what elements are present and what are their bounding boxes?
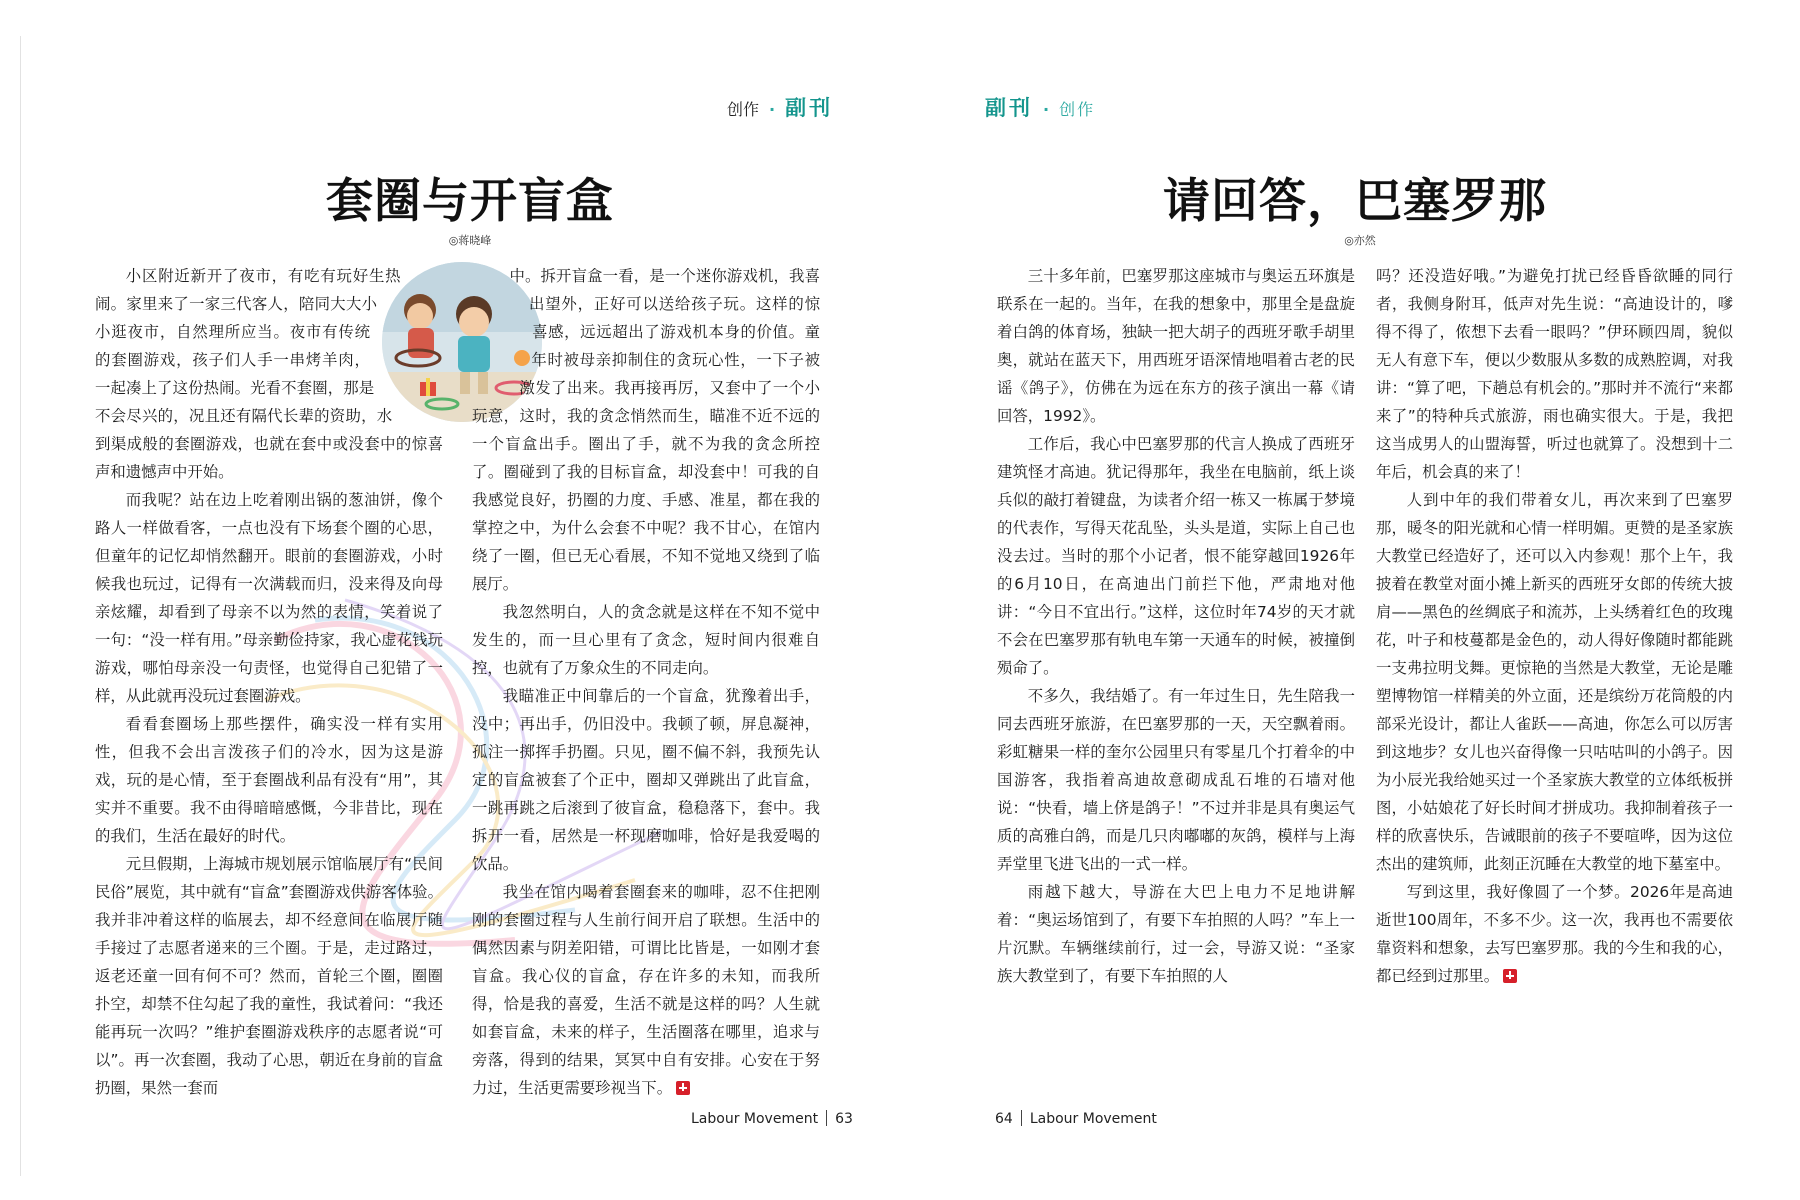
paragraph: 看看套圈场上那些摆件，确实没一样有实用性，但我不会出言泼孩子们的冷水，因为这是游戏，玩的是心情，至于套圈战利品有没有“用”，其实并不重要。我不由得暗暗感慨，今非昔比，现在的我们，生活在最好的时代。: [95, 715, 443, 845]
section-label: 副刊: [985, 96, 1033, 120]
paragraph: 人到中年的我们带着女儿，再次来到了巴塞罗那，暖冬的阳光就和心情一样明媚。更赞的是圣家族大教堂已经造好了，还可以入内参观！那个上午，我披着在教堂对面小摊上新买的西班牙女郎的传统大披肩——黑色的丝绸底子和流苏，上头绣着红色的玫瑰花，叶子和枝蔓都是金色的，动人得好像随时都能跳一支弗拉明戈舞。更惊艳的当然是大教堂，无论是雕塑博物馆一样精美的外立面，还是缤纷万花筒般的内部采光设计，都让人雀跃——高迪，你怎么可以厉害到这地步？女儿也兴奋得像一只咕咕叫的小鸽子。因为小辰光我给她买过一个圣家族大教堂的立体纸板拼图，小姑娘花了好长时间才拼成功。我抑制着孩子一样的欣喜快乐，告诫眼前的孩子不要喧哗，因为这位杰出的建筑师，此刻正沉睡在大教堂的地下墓室中。: [1376, 491, 1733, 873]
author-byline: ◎亦然: [1344, 234, 1376, 247]
paragraph: 不多久，我结婚了。有一年过生日，先生陪我一同去西班牙旅游，在巴塞罗那的一天，天空飘着雨。彩虹糖果一样的奎尔公园里只有零星几个打着伞的中国游客，我指着高迪故意砌成乱石堆的石墙对他说：“快看，墙上侪是鸽子！”不过并非是具有奥运气质的高雅白鸽，而是几只肉嘟嘟的灰鸽，模样与上海弄堂里飞进飞出的一式一样。: [997, 687, 1355, 873]
left-footer: [691, 1110, 853, 1127]
paragraph: 写到这里，我好像圆了一个梦。2026年是高迪逝世100周年，不多不少。这一次，我再也不需要依靠资料和想象，去写巴塞罗那。我的今生和我的心，都已经到过那里。: [1376, 883, 1733, 985]
article-title: 请回答，巴塞罗那: [1163, 174, 1547, 229]
paragraph: 而我呢？站在边上吃着刚出锅的葱油饼，像个路人一样做看客，一点也没有下场套个圈的心思，但童年的记忆却悄然翻开。眼前的套圈游戏，小时候我也玩过，记得有一次满载而归，没来得及向母亲炫耀，却看到了母亲不以为然的表情，笑着说了一句：“没一样有用。”母亲勤俭持家，我心虚花钱玩游戏，哪怕母亲没一句责怪，也觉得自己犯错了一样，从此就再没玩过套圈游戏。: [95, 491, 443, 705]
page-number: 64: [995, 1111, 1013, 1127]
paragraph: 工作后，我心中巴塞罗那的代言人换成了西班牙建筑怪才高迪。犹记得那年，我坐在电脑前，纸上谈兵似的敲打着键盘，为读者介绍一栋又一栋属于梦境的代表作，写得天花乱坠，头头是道，实际上自己也没去过。当时的那个小记者，恨不能穿越回1926年的6月10日，在高迪出门前拦下他，严肃地对他讲：“今日不宜出行。”这样，这位时年74岁的天才就不会在巴塞罗那有轨电车第一天通车的时候，被撞倒殒命了。: [997, 435, 1355, 677]
magazine-name: Labour Movement: [1029, 1111, 1157, 1127]
section-label: 副刊: [785, 96, 834, 120]
right-footer: [995, 1110, 1157, 1127]
left-column-2: [472, 262, 820, 1102]
end-of-article-icon: [1503, 969, 1517, 983]
footer-separator: [1021, 1110, 1022, 1126]
header-dot: ·: [1043, 100, 1050, 119]
right-page: [900, 0, 1800, 1200]
header-dot: ·: [769, 100, 776, 119]
left-column-1: [95, 262, 443, 1102]
right-column-1: [997, 262, 1355, 990]
kicker-label: 创作: [1059, 100, 1096, 119]
kicker-label: 创作: [727, 100, 760, 119]
paragraph: 小区附近新开了夜市，有吃有玩好生热闹。家里来了一家三代客人，陪同大大小小逛夜市，自然理所应当。夜市有传统的套圈游戏，孩子们人手一串烤羊肉，一起凑上了这份热闹。光看不套圈，那是不会尽兴的，况且还有隔代长辈的资助，水到渠成般的套圈游戏，也就在套中或没套中的惊喜声和遗憾声中开始。: [95, 267, 443, 481]
paragraph: 我坐在馆内喝着套圈套来的咖啡，忍不住把刚刚的套圈过程与人生前行间开启了联想。生活中的偶然因素与阴差阳错，可谓比比皆是，一如刚才套盲盒。我心仪的盲盒，存在许多的未知，而我所得，恰是我的喜爱，生活不就是这样的吗？人生就如套盲盒，未来的样子，生活圈落在哪里，追求与旁落，得到的结果，冥冥中自有安排。心安在于努力过，生活更需要珍视当下。: [472, 883, 820, 1097]
paragraph: 中。拆开盲盒一看，是一个迷你游戏机，我喜出望外，正好可以送给孩子玩。这样的惊喜感，远远超出了游戏机本身的价值。童年时被母亲抑制住的贪玩心性，一下子被激发了出来。我再接再厉，又套中了一个小玩意，这时，我的贪念悄然而生，瞄准不近不远的一个盲盒出手。圈出了手，就不为我的贪念所控了。圈碰到了我的目标盲盒，却没套中！可我的自我感觉良好，扔圈的力度、手感、准星，都在我的掌控之中，为什么会套不中呢？我不甘心，在馆内绕了一圈，但已无心看展，不知不觉地又绕到了临展厅。: [472, 267, 820, 593]
right-section-header: [985, 92, 1095, 122]
article-title: 套圈与开盲盒: [326, 174, 614, 229]
end-of-article-icon: [676, 1081, 690, 1095]
paragraph: 三十多年前，巴塞罗那这座城市与奥运五环旗是联系在一起的。当年，在我的想象中，那里全是盘旋着白鸽的体育场，独缺一把大胡子的西班牙歌手胡里奥，就站在蓝天下，用西班牙语深情地唱着古老的民谣《鸽子》，仿佛在为远在东方的孩子演出一幕《请回答，1992》。: [997, 267, 1355, 425]
right-column-2: [1376, 262, 1733, 990]
paragraph: 吗？还没造好哦。”为避免打扰已经昏昏欲睡的同行者，我侧身附耳，低声对先生说：“高迪设计的，嗲得不得了，侬想下去看一眼吗？”伊环顾四周，貌似无人有意下车，便以少数服从多数的成熟腔调，对我讲：“算了吧，下趟总有机会的。”那时并不流行“来都来了”的特种兵式旅游，雨也确实很大。于是，我把这当成男人的山盟海誓，听过也就算了。没想到十二年后，机会真的来了！: [1376, 267, 1733, 481]
paragraph: 我忽然明白，人的贪念就是这样在不知不觉中发生的，而一旦心里有了贪念，短时间内很难自控，也就有了万象众生的不同走向。: [472, 603, 820, 677]
paragraph: 雨越下越大，导游在大巴上电力不足地讲解着：“奥运场馆到了，有要下车拍照的人吗？”车上一片沉默。车辆继续前行，过一会，导游又说：“圣家族大教堂到了，有要下车拍照的人: [997, 883, 1355, 985]
footer-separator: [826, 1110, 827, 1126]
left-section-header: [727, 92, 833, 122]
author-byline: ◎蒋晓峰: [448, 234, 492, 247]
paragraph: 元旦假期，上海城市规划展示馆临展厅有“民间民俗”展览，其中就有“盲盒”套圈游戏供游客体验。我并非冲着这样的临展去，却不经意间在临展厅随手接过了志愿者递来的三个圈。于是，走过路过，返老还童一回有何不可？然而，首轮三个圈，圈圈扑空，却禁不住勾起了我的童性，我试着问：“我还能再玩一次吗？”维护套圈游戏秩序的志愿者说“可以”。再一次套圈，我动了心思，朝近在身前的盲盒扔圈，果然一套而: [95, 855, 443, 1097]
magazine-name: Labour Movement: [691, 1111, 819, 1127]
page-number: 63: [835, 1111, 853, 1127]
paragraph: 我瞄准正中间靠后的一个盲盒，犹豫着出手，没中；再出手，仍旧没中。我顿了顿，屏息凝神，孤注一掷挥手扔圈。只见，圈不偏不斜，我预先认定的盲盒被套了个正中，圈却又弹跳出了此盲盒，一跳再跳之后滚到了彼盲盒，稳稳落下，套中。我拆开一看，居然是一杯现磨咖啡，恰好是我爱喝的饮品。: [472, 687, 820, 873]
